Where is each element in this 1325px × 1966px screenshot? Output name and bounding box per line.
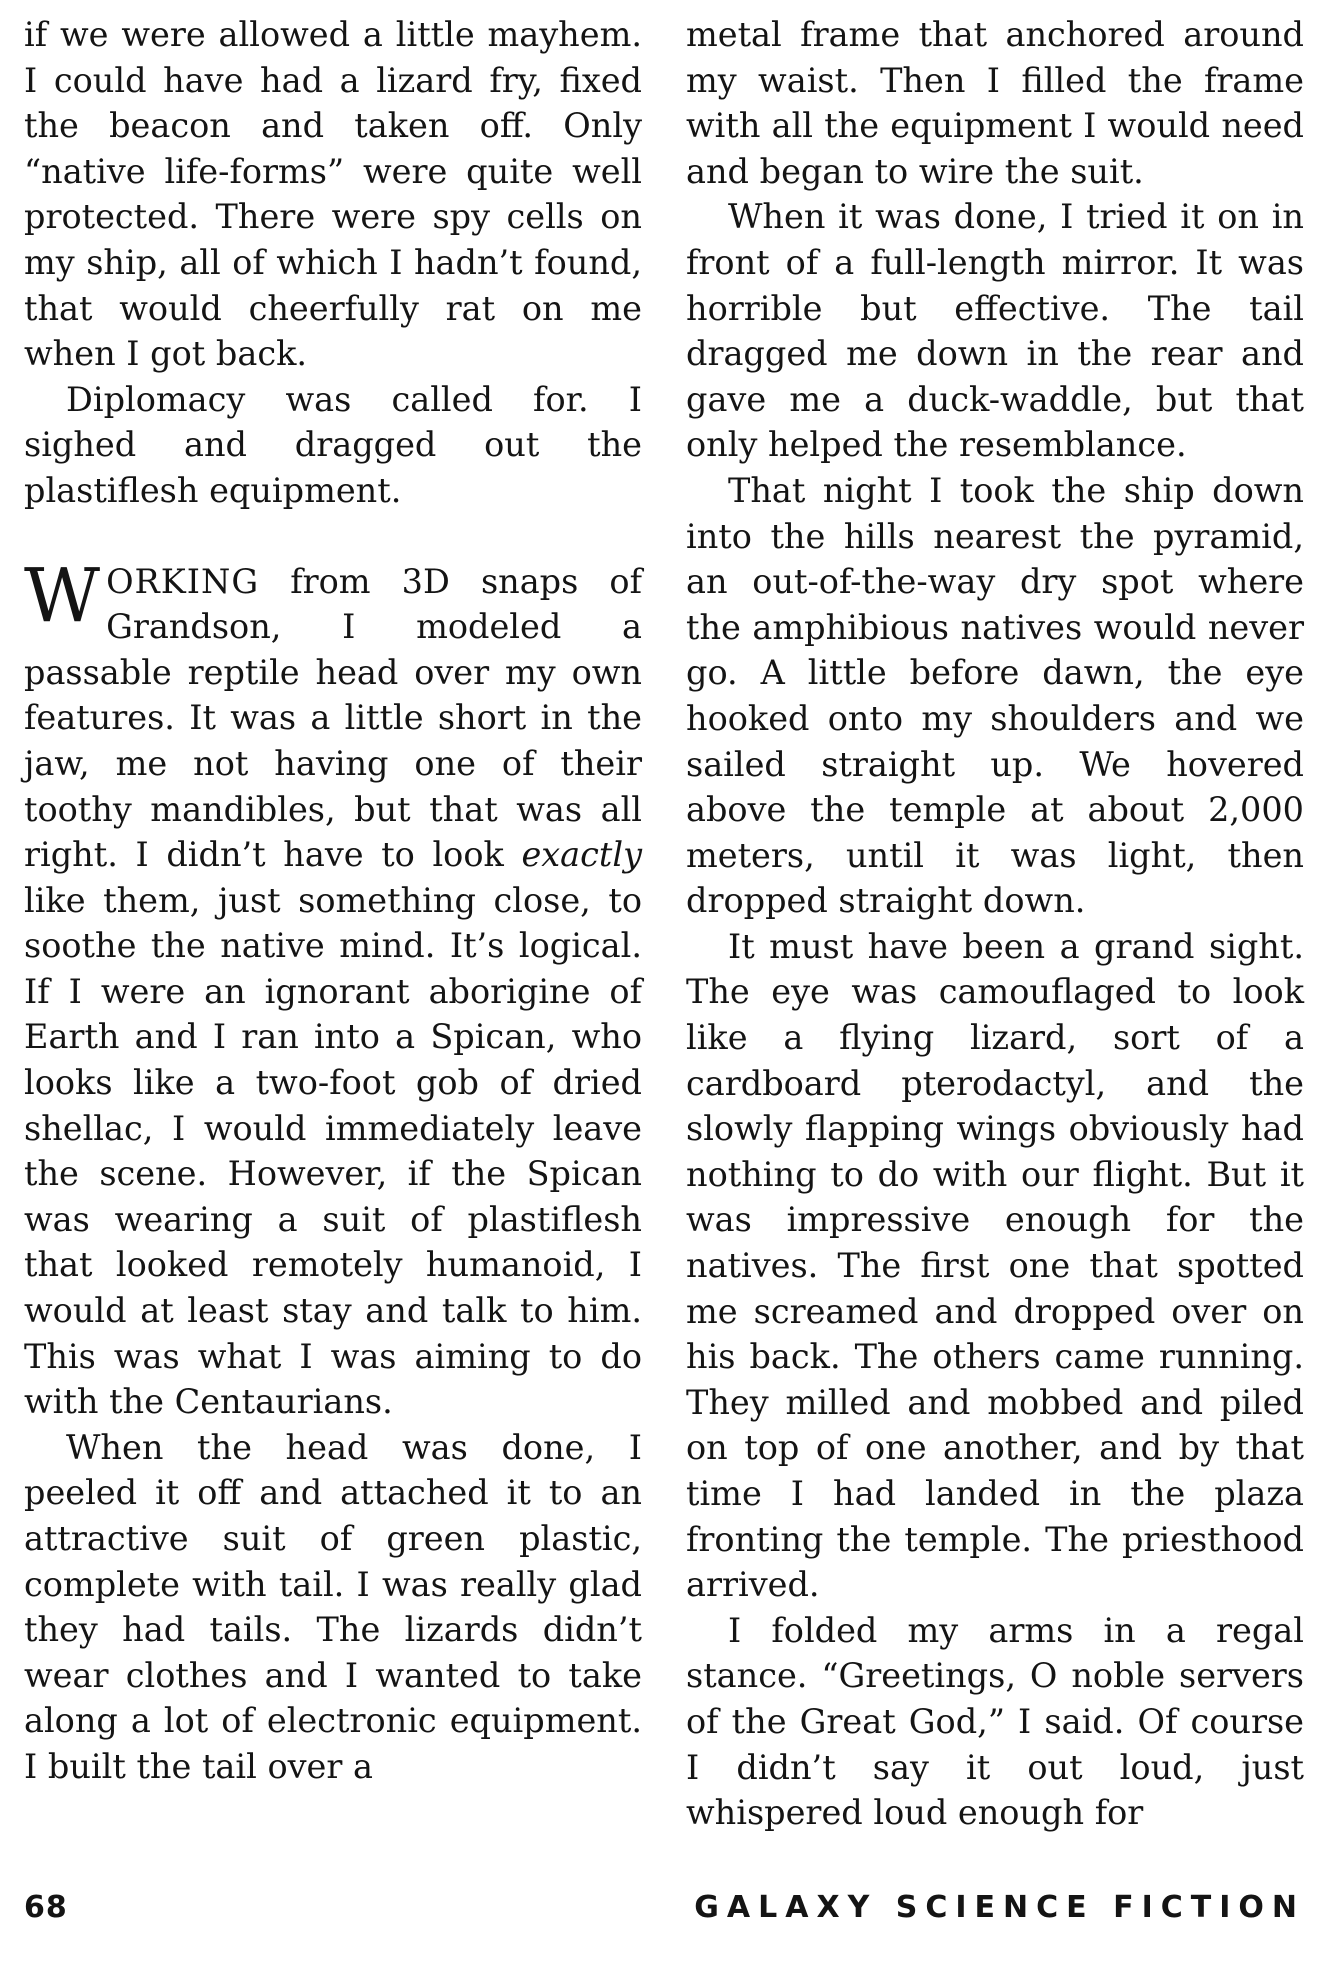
paragraph-section-start — [24, 552, 642, 1425]
paragraph: When it was done, I tried it on in front of a full-length mirror. It was horrible but effective. The tail dragged me down in the rear and gave me a duck-waddle, but that only helped the resemblance. — [686, 197, 1304, 465]
right-column — [686, 12, 1304, 1836]
paragraph-text: like them, just something close, to soothe the native mind. It’s logical. If I were an ignorant aborigine of Earth and I ran into a Spican, who looks like a two-foot gob of dried shellac, I would immediately leave the scene. However, if the Spican was wearing a suit of plastiflesh that looked remotely humanoid, I would at least stay and talk to him. This was what I was aiming to do with the Centaurians. — [24, 880, 642, 1422]
small-caps-lead: ORKING — [106, 561, 260, 601]
paragraph: When the head was done, I peeled it off and attached it to an attractive suit of green plastic, complete with tail. I was really glad they had tails. The lizards didn’t wear clothes and I wanted to take along a lot of electronic equipment. I built the tail over a — [24, 1427, 642, 1786]
paragraph-text: from 3D snaps of Grandson, I modeled a passable reptile head over my own features. It was a little short in the jaw, me not having one of their toothy mandibles, but that was all right. I didn’t have to look — [24, 561, 642, 875]
paragraph: That night I took the ship down into the hills nearest the pyramid, an out-of-the-way dry spot where the amphibious natives would never go. A little before dawn, the eye hooked onto my shoulders and we sailed straight up. We hovered above the temple at about 2,000 meters, until it was light, then dropped straight down. — [686, 470, 1304, 921]
italic-emphasis: exactly — [521, 835, 642, 875]
paragraph: It must have been a grand sight. The eye was camouflaged to look like a flying lizard, sort of a cardboard pterodactyl, and the slowly flapping wings obviously had nothing to do with our flight. But it was impressive enough for the natives. The first one that spotted me screamed and dropped over on his back. The others came running. They milled and mobbed and piled on top of one another, and by that time I had landed in the plaza fronting the temple. The priesthood arrived. — [686, 926, 1304, 1605]
left-column — [24, 12, 642, 1790]
paragraph: if we were allowed a little mayhem. I could have had a lizard fry, fixed the beacon and taken off. Only “native life-forms” were quite well protected. There were spy cells on my ship, all of which I hadn’t found, that would cheerfully rat on me when I got back. — [24, 15, 642, 374]
running-title: GALAXY SCIENCE FICTION — [694, 1890, 1305, 1925]
page-number: 68 — [24, 1890, 68, 1925]
paragraph: metal frame that anchored around my waist. Then I filled the frame with all the equipment I would need and began to wire the suit. — [686, 15, 1304, 191]
paragraph: I folded my arms in a regal stance. “Greetings, O noble servers of the Great God,” I said. Of course I didn’t say it out loud, just whispered loud enough for — [686, 1610, 1304, 1833]
paragraph: Diplomacy was called for. I sighed and dragged out the plastiflesh equipment. — [24, 379, 642, 510]
drop-cap: W — [24, 552, 101, 639]
